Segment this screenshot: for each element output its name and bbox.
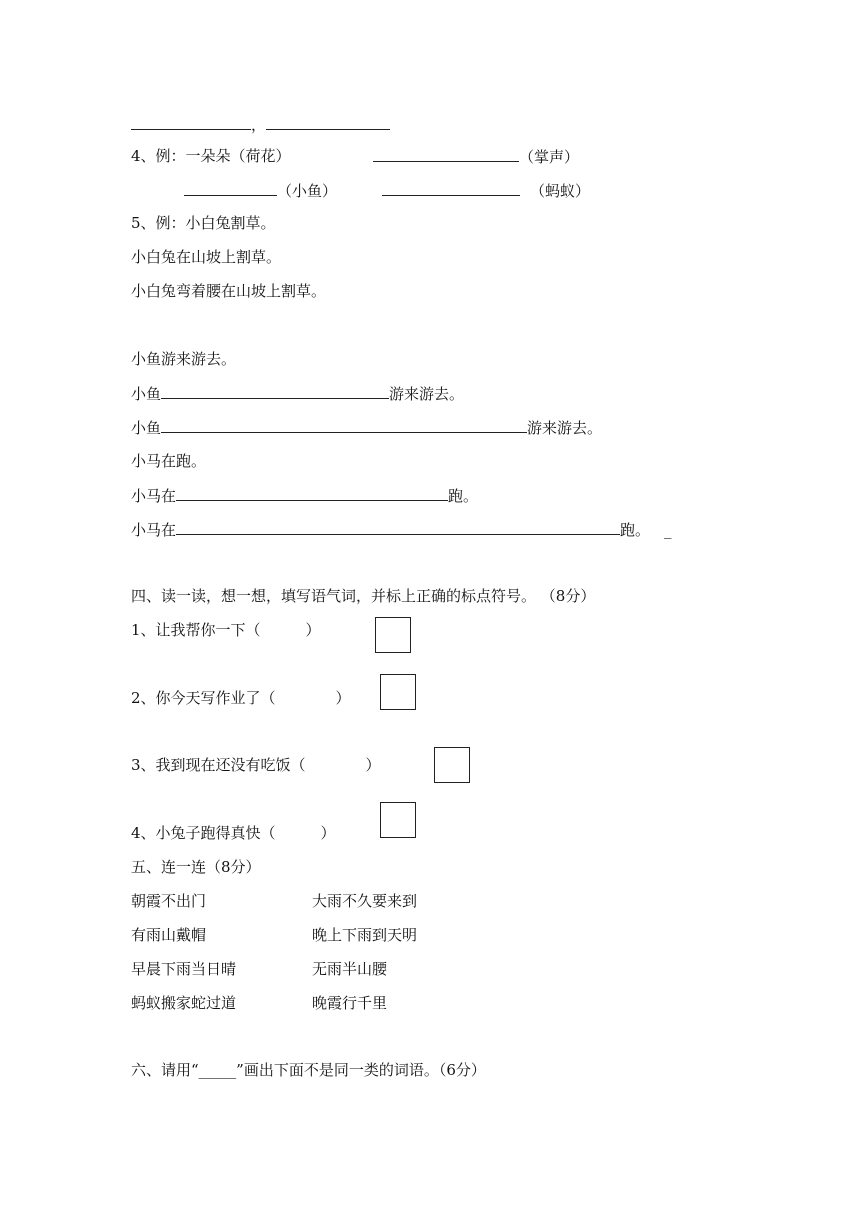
punctuation-box-3[interactable] bbox=[434, 747, 470, 783]
punctuation-box-4[interactable] bbox=[380, 802, 416, 838]
proverb-right-3[interactable]: 无雨半山腰 bbox=[312, 960, 388, 978]
proverb-left-4[interactable]: 蚂蚁搬家蛇过道 bbox=[131, 994, 237, 1012]
proverb-right-4[interactable]: 晚霞行千里 bbox=[312, 994, 388, 1012]
punctuation-box-1[interactable] bbox=[375, 617, 411, 653]
answer-blank[interactable] bbox=[184, 180, 277, 196]
comma: ， bbox=[251, 116, 267, 134]
s4-item-3: 3、我到现在还没有吃饭（ ） bbox=[131, 756, 381, 774]
s4-item-4: 4、小兔子跑得真快（ ） bbox=[131, 824, 336, 842]
answer-blank[interactable] bbox=[373, 146, 519, 162]
punctuation-box-2[interactable] bbox=[380, 674, 416, 710]
q5-horse-start: 小马在 bbox=[131, 521, 177, 539]
q5-fish-end: 游来游去。 bbox=[389, 385, 465, 403]
q5-fish-base: 小鱼游来游去。 bbox=[131, 350, 237, 368]
q5-example: 5、例：小白兔割草。 bbox=[131, 214, 276, 232]
q4-hint-a: （掌声） bbox=[519, 148, 580, 166]
section-4-title: 四、读一读，想一想，填写语气词，并标上正确的标点符号。 （8分） bbox=[131, 587, 596, 605]
section-6-title: 六、请用“_____”画出下面不是同一类的词语。（6分） bbox=[131, 1061, 486, 1079]
s4-item-1: 1、让我帮你一下（ ） bbox=[131, 621, 321, 639]
answer-blank[interactable] bbox=[382, 180, 520, 196]
proverb-left-1[interactable]: 朝霞不出门 bbox=[131, 892, 207, 910]
proverb-right-1[interactable]: 大雨不久要来到 bbox=[312, 892, 418, 910]
stray-dash: _ bbox=[664, 521, 672, 539]
q4-hint-b: （小鱼） bbox=[277, 182, 338, 200]
s4-item-2: 2、你今天写作业了（ ） bbox=[131, 689, 351, 707]
answer-blank[interactable] bbox=[176, 519, 620, 535]
q4-hint-c: （蚂蚁） bbox=[530, 182, 591, 200]
q5-horse-base: 小马在跑。 bbox=[131, 452, 207, 470]
q5-horse-line2 bbox=[131, 519, 672, 540]
q5-fish-end: 游来游去。 bbox=[527, 419, 603, 437]
top-answer-line bbox=[131, 114, 390, 135]
answer-blank[interactable] bbox=[131, 114, 251, 130]
q5-horse-line1 bbox=[131, 485, 478, 506]
q5-horse-end: 跑。 bbox=[448, 487, 479, 505]
q4-example: 4、例：一朵朵（荷花） bbox=[131, 147, 291, 165]
proverb-right-2[interactable]: 晚上下雨到天明 bbox=[312, 926, 418, 944]
q5-fish-line2 bbox=[131, 417, 602, 438]
q4-blank-c bbox=[382, 180, 590, 201]
q5-example-2: 小白兔弯着腰在山坡上割草。 bbox=[131, 282, 327, 300]
q5-fish-start: 小鱼 bbox=[131, 419, 162, 437]
q4-line1 bbox=[131, 146, 291, 166]
answer-blank[interactable] bbox=[161, 383, 389, 399]
answer-blank[interactable] bbox=[161, 417, 527, 433]
answer-blank[interactable] bbox=[176, 485, 448, 501]
q5-horse-start: 小马在 bbox=[131, 487, 177, 505]
q5-example-1: 小白兔在山坡上割草。 bbox=[131, 248, 282, 266]
q5-horse-end: 跑。 bbox=[620, 521, 651, 539]
section-5-title: 五、连一连（8分） bbox=[131, 858, 261, 876]
q4-blank-a bbox=[373, 146, 579, 167]
q5-fish-line1 bbox=[131, 383, 464, 404]
q5-fish-start: 小鱼 bbox=[131, 385, 162, 403]
answer-blank[interactable] bbox=[266, 114, 390, 130]
proverb-left-2[interactable]: 有雨山戴帽 bbox=[131, 926, 207, 944]
q4-blank-b bbox=[184, 180, 337, 201]
proverb-left-3[interactable]: 早晨下雨当日晴 bbox=[131, 960, 237, 978]
